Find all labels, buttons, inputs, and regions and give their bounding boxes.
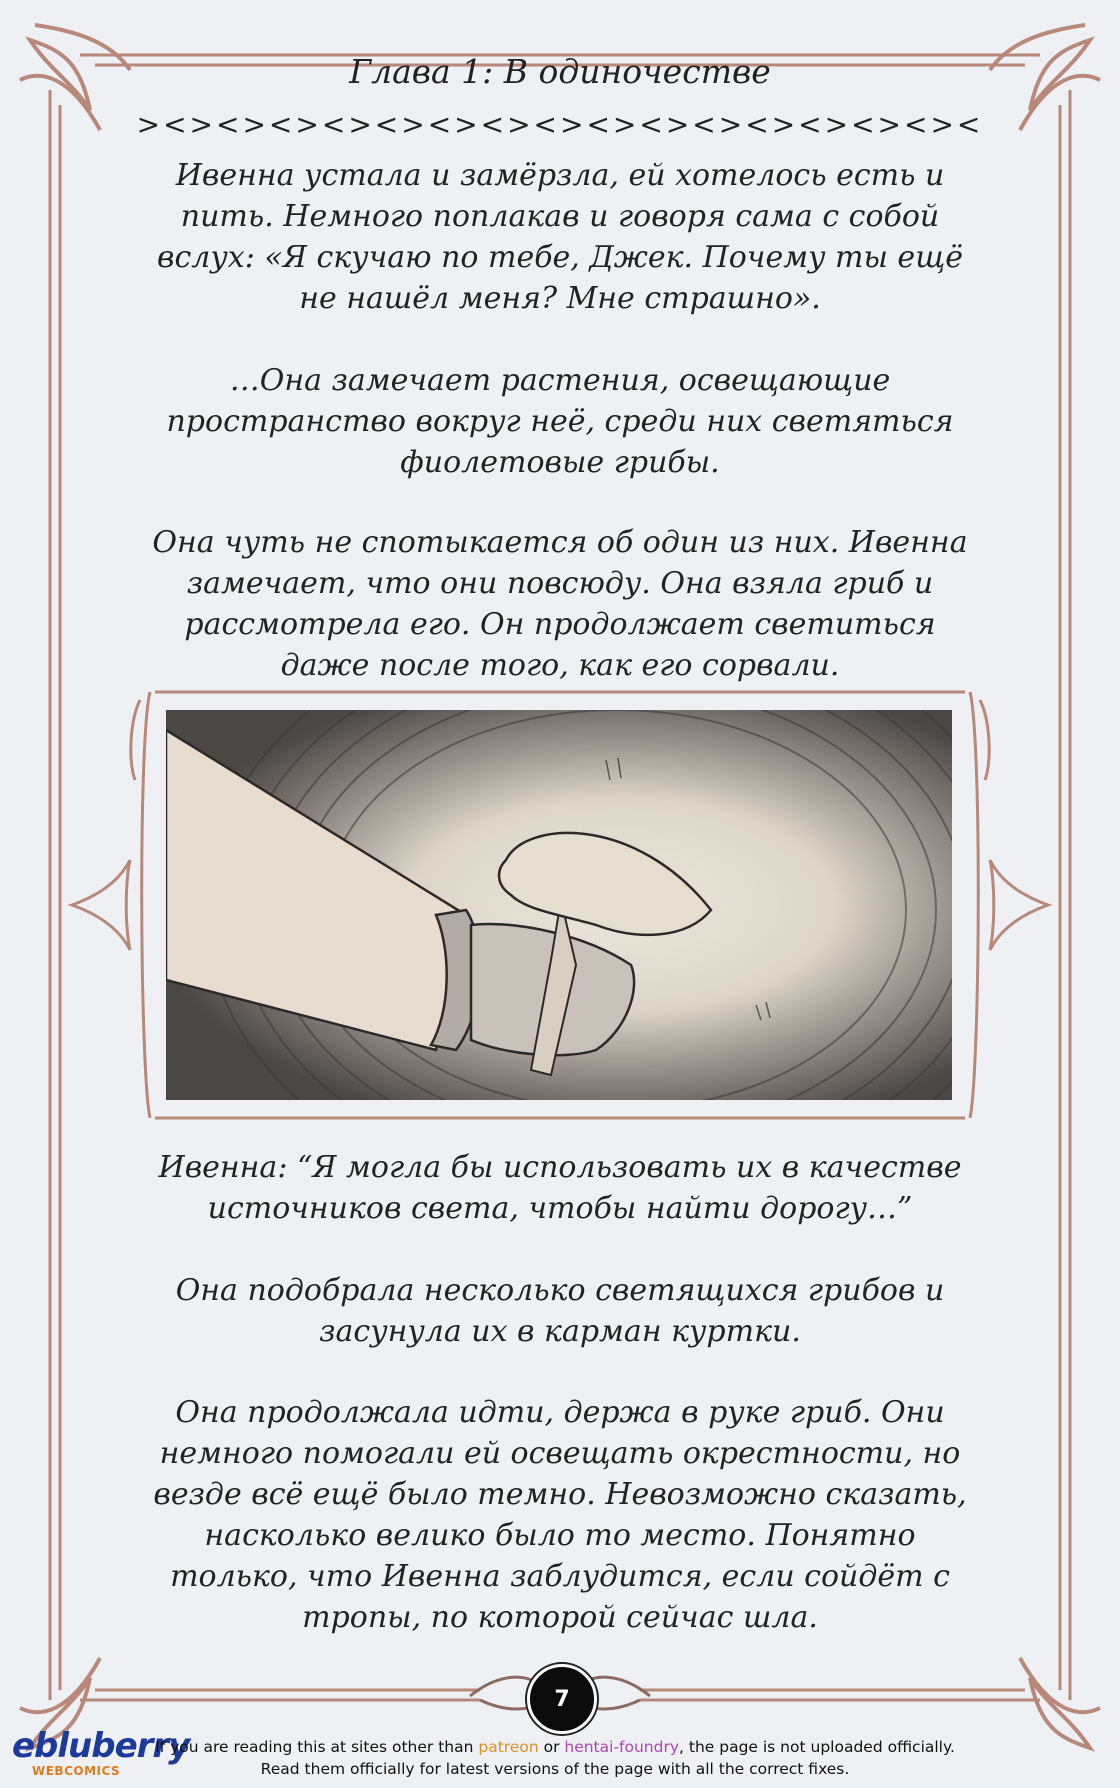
page-number-badge: 7	[527, 1664, 597, 1734]
patreon-link[interactable]: patreon	[478, 1738, 539, 1756]
comic-panel-illustration	[166, 710, 952, 1100]
logo-subtitle: WEBCOMICS	[32, 1764, 121, 1778]
paragraph-6: Она продолжала идти, держа в руке гриб. Они немного помогали ей освещать окрестности, но везде всё ещё было темно. Невозможно сказать, насколько велико было то место. Понятно только, что Ивенна заблудится, если сойдёт с тропы, по которой сейчас шла.	[153, 1395, 967, 1635]
paragraph-3: Она чуть не спотыкается об один из них. Ивенна замечает, что они повсюду. Она взяла гриб и рассмотрела его. Он продолжает светиться даже после того, как его сорвали.	[152, 525, 968, 683]
paragraph-1: Ивенна устала и замёрзла, ей хотелось есть и пить. Немного поплакав и говоря сама с собой вслух: «Я скучаю по тебе, Джек. Почему ты ещё не нашёл меня? Мне страшно».	[157, 158, 963, 316]
hand-holding-mushroom-drawing	[166, 710, 952, 1100]
footer-text-after: , the page is not uploaded officially.	[679, 1738, 955, 1756]
footer-line-1	[145, 1736, 965, 1758]
paragraph-4: Ивенна: “Я могла бы использовать их в качестве источников света, чтобы найти дорогу…”	[158, 1150, 962, 1226]
footer-text-or: or	[538, 1738, 565, 1756]
footer-text: If you are reading this at sites other than	[155, 1738, 479, 1756]
logo-name: ebluberry	[12, 1726, 190, 1766]
ebluberry-logo[interactable]	[12, 1726, 190, 1782]
footer-notice	[145, 1736, 965, 1780]
hentai-foundry-link[interactable]: hentai-foundry	[564, 1738, 680, 1756]
footer-line-2: Read them officially for latest versions of the page with all the correct fixes.	[260, 1760, 850, 1778]
paragraph-2: …Она замечает растения, освещающие пространство вокруг неё, среди них светяться фиолетовые грибы.	[166, 363, 954, 480]
paragraph-5: Она подобрала несколько светящихся грибов и засунула их в карман куртки.	[175, 1273, 945, 1349]
divider-line: ><><><><><><><><><><><><><><><><	[136, 108, 984, 141]
chapter-title: Глава 1: В одиночестве	[349, 52, 771, 91]
